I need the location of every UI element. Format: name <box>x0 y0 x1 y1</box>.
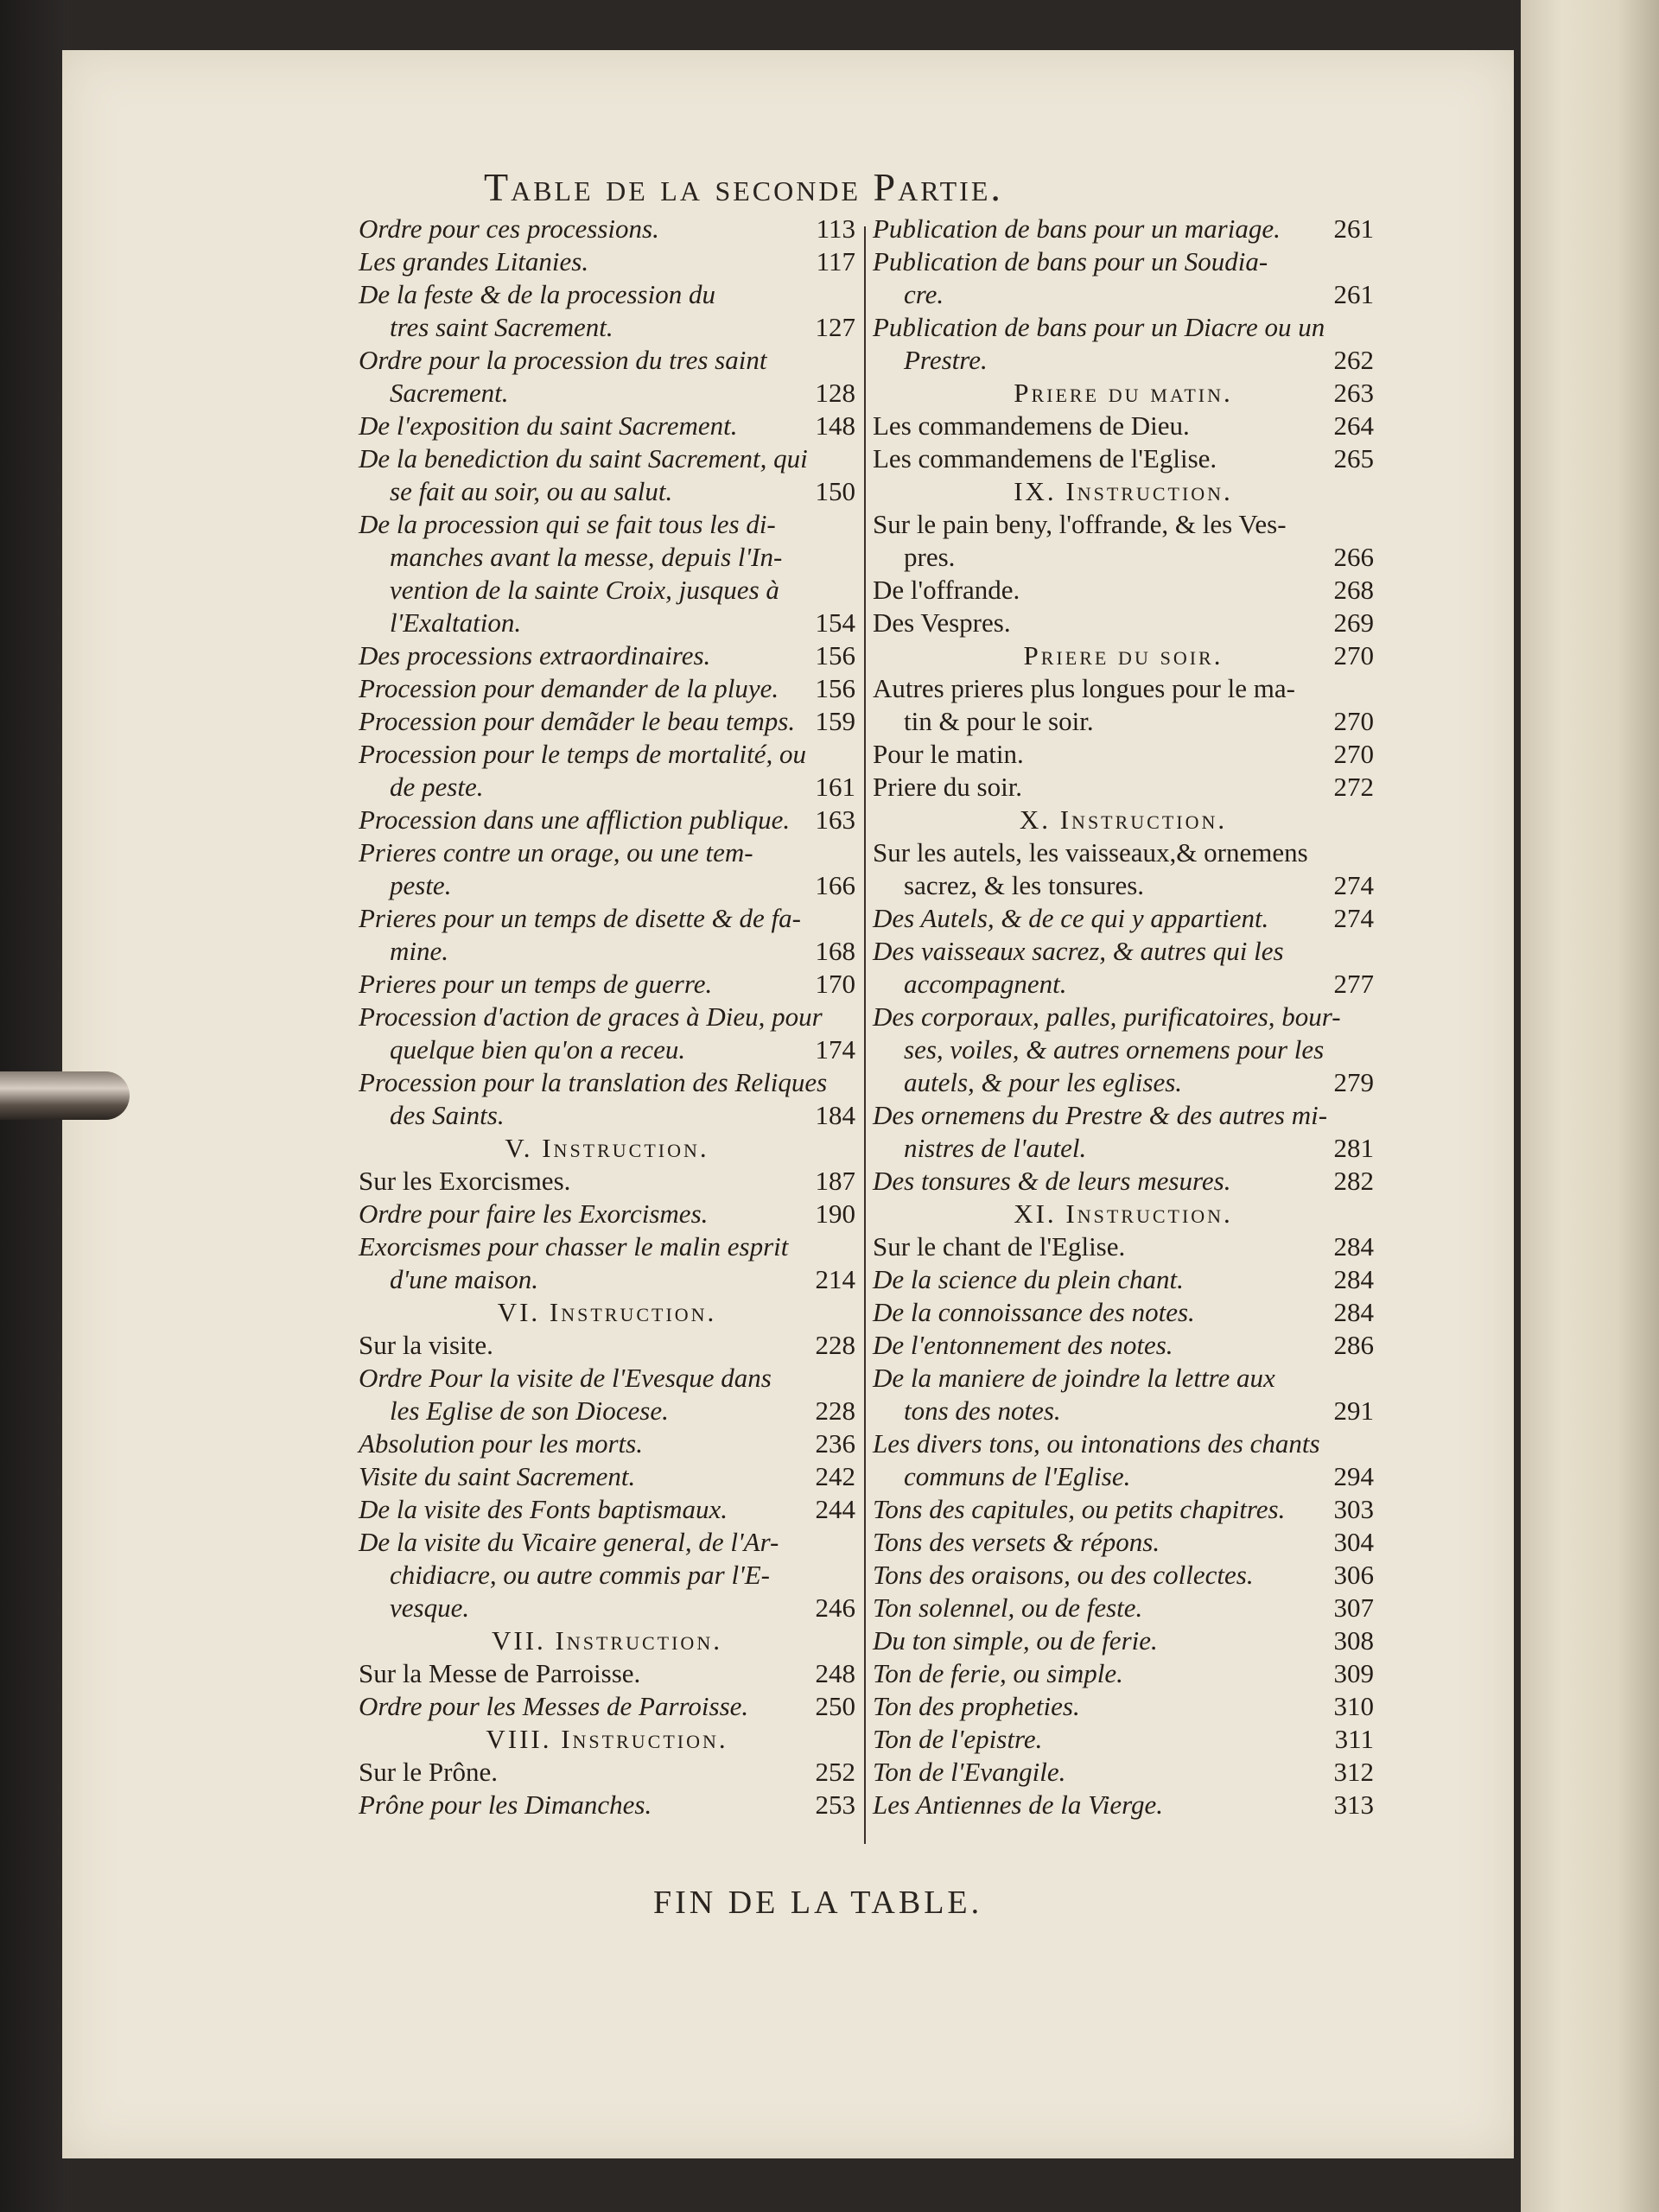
page-number: 277 <box>1333 969 1374 999</box>
toc-entry-text: Sur la Messe de Parroisse. <box>359 1658 641 1688</box>
page-number: 117 <box>816 246 855 276</box>
page-number: 156 <box>815 640 855 671</box>
toc-entry-text: De la visite des Fonts baptismaux. <box>359 1494 728 1524</box>
toc-entry-text: des Saints. <box>390 1100 505 1130</box>
toc-entry-text: communs de l'Eglise. <box>904 1461 1131 1491</box>
page-number: 128 <box>815 378 855 408</box>
toc-entry-text: Des Vespres. <box>873 607 1011 638</box>
next-page-edge <box>1521 0 1659 2212</box>
toc-entry-text: De l'entonnement des notes. <box>873 1330 1173 1360</box>
toc-entry-text: Tons des capitules, ou petits chapitres. <box>873 1494 1286 1524</box>
page-number: 304 <box>1333 1527 1374 1557</box>
page-number: 170 <box>815 969 855 999</box>
toc-entry <box>873 1624 1374 1657</box>
toc-entry-text: vesque. <box>390 1592 470 1623</box>
toc-entry <box>359 508 855 639</box>
toc-entry-text: De la visite du Vicaire general, de l'Ar- <box>359 1527 779 1557</box>
toc-entry-text: De l'exposition du saint Sacrement. <box>359 410 738 441</box>
toc-entry-text: se fait au soir, ou au salut. <box>390 476 673 506</box>
page-number: 252 <box>815 1757 855 1787</box>
toc-entry <box>873 442 1374 475</box>
page-number: 159 <box>815 706 855 736</box>
toc-entry <box>359 1165 855 1198</box>
toc-entry <box>359 245 855 278</box>
section-heading <box>359 1624 855 1657</box>
page-number: 270 <box>1333 706 1374 736</box>
page-number: 281 <box>1333 1133 1374 1163</box>
toc-entry <box>873 1165 1374 1198</box>
toc-entry-text: Autres prieres plus longues pour le ma- <box>873 673 1295 703</box>
section-heading <box>873 639 1374 672</box>
toc-entry-text: quelque bien qu'on a receu. <box>390 1034 686 1065</box>
toc-entry-text: Priere du soir. <box>873 772 1023 802</box>
toc-entry <box>359 1329 855 1362</box>
toc-entry-text: De la benediction du saint Sacrement, qui <box>359 443 808 474</box>
toc-entry <box>873 738 1374 771</box>
toc-entry <box>873 607 1374 639</box>
toc-entry-text: Sur le chant de l'Eglise. <box>873 1231 1126 1262</box>
toc-entry-text: Sur la visite. <box>359 1330 493 1360</box>
toc-entry <box>873 902 1374 935</box>
toc-entry <box>359 836 855 902</box>
page-number: 163 <box>815 804 855 835</box>
toc-entry-text: De la procession qui se fait tous les di- <box>359 509 776 539</box>
page-number: 262 <box>1333 345 1374 375</box>
toc-entry-text: Pour le matin. <box>873 739 1024 769</box>
section-heading <box>873 804 1374 836</box>
page-number: 270 <box>1333 739 1374 769</box>
toc-entry <box>873 1657 1374 1690</box>
page-number: 266 <box>1333 542 1374 572</box>
section-heading-text: Priere du soir. <box>1023 640 1224 671</box>
toc-entry <box>873 672 1374 738</box>
toc-entry-text: De l'offrande. <box>873 575 1020 605</box>
toc-entry-text: mine. <box>390 936 449 966</box>
toc-entry-text: Les commandemens de l'Eglise. <box>873 443 1217 474</box>
toc-entry <box>359 1198 855 1230</box>
toc-entry <box>873 213 1374 245</box>
toc-entry-text: Prieres contre un orage, ou une tem- <box>359 837 753 868</box>
page-number: 291 <box>1333 1395 1374 1426</box>
toc-entry <box>873 1592 1374 1624</box>
page-number: 246 <box>815 1592 855 1623</box>
page-number: 113 <box>816 213 855 244</box>
toc-entry-text: Tons des oraisons, ou des collectes. <box>873 1560 1254 1590</box>
left-column <box>359 213 855 1821</box>
toc-entry <box>359 410 855 442</box>
page-number: 284 <box>1333 1231 1374 1262</box>
toc-entry-text: Ordre pour faire les Exorcismes. <box>359 1198 709 1229</box>
page-number: 269 <box>1333 607 1374 638</box>
toc-entry <box>873 836 1374 902</box>
toc-entry <box>873 1756 1374 1789</box>
toc-entry-text: Absolution pour les morts. <box>359 1428 643 1459</box>
toc-entry-text: Procession pour demander de la pluye. <box>359 673 779 703</box>
page-number: 306 <box>1333 1560 1374 1590</box>
section-heading <box>873 1198 1374 1230</box>
toc-entry-text: Ton de ferie, ou simple. <box>873 1658 1123 1688</box>
toc-entry <box>359 1690 855 1723</box>
page-number: 250 <box>815 1691 855 1721</box>
toc-entry <box>359 1493 855 1526</box>
page-number: 174 <box>815 1034 855 1065</box>
toc-entry-text: Sur le Prône. <box>359 1757 499 1787</box>
page-number: 261 <box>1333 213 1374 244</box>
toc-entry <box>873 574 1374 607</box>
page-number: 303 <box>1333 1494 1374 1524</box>
toc-entry <box>873 1723 1374 1756</box>
page-number: 274 <box>1333 870 1374 900</box>
toc-entry-text: Publication de bans pour un mariage. <box>873 213 1281 244</box>
toc-entry-text: Ton solennel, ou de feste. <box>873 1592 1143 1623</box>
toc-entry-text: Ordre pour les Messes de Parroisse. <box>359 1691 749 1721</box>
toc-entry-text: chidiacre, ou autre commis par l'E- <box>390 1560 770 1590</box>
page-number: 272 <box>1333 772 1374 802</box>
toc-entry <box>359 1362 855 1427</box>
page-number: 166 <box>815 870 855 900</box>
toc-entry <box>359 1756 855 1789</box>
section-heading <box>359 1723 855 1756</box>
toc-entry <box>359 1230 855 1296</box>
toc-entry <box>359 672 855 705</box>
page-number: 310 <box>1333 1691 1374 1721</box>
page-number: 127 <box>815 312 855 342</box>
toc-entry-text: d'une maison. <box>390 1264 538 1294</box>
toc-entry <box>873 1427 1374 1493</box>
page-number: 214 <box>815 1264 855 1294</box>
toc-entry <box>873 245 1374 311</box>
page-title: Table de la seconde Partie. <box>484 165 1003 209</box>
page-number: 263 <box>1333 378 1374 408</box>
toc-entry-text: Ton de l'Evangile. <box>873 1757 1066 1787</box>
page-number: 244 <box>815 1494 855 1524</box>
toc-entry <box>359 1460 855 1493</box>
toc-entry <box>359 639 855 672</box>
toc-entry <box>359 705 855 738</box>
page-number: 261 <box>1333 279 1374 309</box>
page-number: 187 <box>815 1166 855 1196</box>
toc-entry <box>873 1526 1374 1559</box>
section-heading-text: V. Instruction. <box>505 1133 709 1163</box>
page-number: 312 <box>1333 1757 1374 1787</box>
toc-entry-text: Publication de bans pour un Diacre ou un <box>873 312 1325 342</box>
toc-entry-text: Prestre. <box>904 345 988 375</box>
toc-entry-text: Prieres pour un temps de guerre. <box>359 969 713 999</box>
toc-entry <box>873 771 1374 804</box>
section-heading-text: Priere du matin. <box>1014 378 1233 408</box>
page-number: 282 <box>1333 1166 1374 1196</box>
toc-entry-text: Ordre pour ces processions. <box>359 213 659 244</box>
toc-entry-text: Ton de l'epistre. <box>873 1724 1043 1754</box>
toc-entry-text: De la science du plein chant. <box>873 1264 1184 1294</box>
page-number: 313 <box>1333 1789 1374 1820</box>
page-number: 274 <box>1333 903 1374 933</box>
page-number: 308 <box>1333 1625 1374 1656</box>
toc-entry-text: tons des notes. <box>904 1395 1061 1426</box>
toc-entry-text: Sur les autels, les vaisseaux,& ornemens <box>873 837 1308 868</box>
toc-entry <box>873 1296 1374 1329</box>
page-number: 236 <box>815 1428 855 1459</box>
page-number: 265 <box>1333 443 1374 474</box>
page-number: 284 <box>1333 1264 1374 1294</box>
toc-entry-text: l'Exaltation. <box>390 607 522 638</box>
page-number: 309 <box>1333 1658 1374 1688</box>
page-number: 264 <box>1333 410 1374 441</box>
toc-entry <box>359 1657 855 1690</box>
toc-entry <box>873 1099 1374 1165</box>
toc-entry <box>873 410 1374 442</box>
toc-entry <box>359 968 855 1001</box>
page-number: 150 <box>815 476 855 506</box>
toc-entry-text: Procession d'action de graces à Dieu, pour <box>359 1001 823 1032</box>
toc-entry-text: de peste. <box>390 772 484 802</box>
toc-entry-text: Sur le pain beny, l'offrande, & les Ves- <box>873 509 1287 539</box>
page-number: 286 <box>1333 1330 1374 1360</box>
toc-entry-text: vention de la sainte Croix, jusques à <box>390 575 779 605</box>
toc-entry <box>873 1789 1374 1821</box>
toc-entry-text: Les Antiennes de la Vierge. <box>873 1789 1164 1820</box>
toc-entry-text: Ton des propheties. <box>873 1691 1080 1721</box>
page-number: 184 <box>815 1100 855 1130</box>
toc-entry-text: Procession pour demãder le beau temps. <box>359 706 796 736</box>
toc-entry <box>359 442 855 508</box>
page-number: 168 <box>815 936 855 966</box>
toc-entry-text: Des ornemens du Prestre & des autres mi- <box>873 1100 1328 1130</box>
toc-entry-text: Exorcismes pour chasser le malin esprit <box>359 1231 789 1262</box>
page-number: 307 <box>1333 1592 1374 1623</box>
page-number: 242 <box>815 1461 855 1491</box>
toc-entry <box>873 311 1374 377</box>
toc-entry-text: Procession pour le temps de mortalité, ou <box>359 739 807 769</box>
toc-entry-text: manches avant la messe, depuis l'In- <box>390 542 783 572</box>
toc-entry-text: sacrez, & les tonsures. <box>904 870 1145 900</box>
toc-entry <box>359 278 855 344</box>
section-heading <box>873 475 1374 508</box>
toc-entry-text: De la maniere de joindre la lettre aux <box>873 1363 1275 1393</box>
toc-entry <box>873 1329 1374 1362</box>
toc-entry-text: Publication de bans pour un Soudia- <box>873 246 1268 276</box>
toc-entry-text: Ordre Pour la visite de l'Evesque dans <box>359 1363 772 1393</box>
page-number: 268 <box>1333 575 1374 605</box>
section-heading-text: VI. Instruction. <box>497 1297 717 1327</box>
section-heading-text: VII. Instruction. <box>492 1625 722 1656</box>
section-heading <box>359 1132 855 1165</box>
toc-entry-text: De la connoissance des notes. <box>873 1297 1195 1327</box>
toc-entry-text: Prône pour les Dimanches. <box>359 1789 652 1820</box>
toc-entry <box>873 1230 1374 1263</box>
toc-entry <box>359 1001 855 1066</box>
page-number: 248 <box>815 1658 855 1688</box>
page-clip <box>0 1071 130 1120</box>
column-divider <box>864 226 866 1844</box>
toc-entry-text: Prieres pour un temps de disette & de fa- <box>359 903 801 933</box>
toc-entry-text: Des processions extraordinaires. <box>359 640 711 671</box>
toc-entry-text: cre. <box>904 279 944 309</box>
toc-entry <box>873 1690 1374 1723</box>
toc-entry-text: Les commandemens de Dieu. <box>873 410 1190 441</box>
toc-entry <box>359 804 855 836</box>
toc-entry-text: tres saint Sacrement. <box>390 312 613 342</box>
toc-entry <box>359 213 855 245</box>
toc-entry <box>873 1493 1374 1526</box>
toc-entry-text: pres. <box>904 542 956 572</box>
toc-entry-text: peste. <box>390 870 452 900</box>
toc-entry-text: Du ton simple, ou de ferie. <box>873 1625 1158 1656</box>
toc-entry <box>873 935 1374 1001</box>
page-number: 311 <box>1334 1724 1374 1754</box>
toc-entry <box>359 902 855 968</box>
toc-entry-text: Des tonsures & de leurs mesures. <box>873 1166 1231 1196</box>
page-number: 190 <box>815 1198 855 1229</box>
toc-entry-text: Des corporaux, palles, purificatoires, bour- <box>873 1001 1341 1032</box>
section-heading-text: IX. Instruction. <box>1014 476 1233 506</box>
toc-entry-text: autels, & pour les eglises. <box>904 1067 1183 1097</box>
toc-entry-text: Visite du saint Sacrement. <box>359 1461 636 1491</box>
toc-entry-text: accompagnent. <box>904 969 1067 999</box>
toc-entry <box>873 1263 1374 1296</box>
toc-entry-text: nistres de l'autel. <box>904 1133 1087 1163</box>
page-number: 270 <box>1333 640 1374 671</box>
toc-entry <box>873 1001 1374 1099</box>
toc-entry <box>359 344 855 410</box>
toc-entry <box>359 738 855 804</box>
toc-entry-text: Sacrement. <box>390 378 509 408</box>
page-number: 228 <box>815 1330 855 1360</box>
toc-entry-text: Les divers tons, ou intonations des chants <box>873 1428 1320 1459</box>
toc-entry-text: Des Autels, & de ce qui y appartient. <box>873 903 1269 933</box>
page-number: 154 <box>815 607 855 638</box>
toc-entry-text: Sur les Exorcismes. <box>359 1166 571 1196</box>
page-number: 284 <box>1333 1297 1374 1327</box>
right-column <box>873 213 1374 1821</box>
toc-entry <box>873 508 1374 574</box>
toc-entry-text: Des vaisseaux sacrez, & autres qui les <box>873 936 1284 966</box>
section-heading-text: XI. Instruction. <box>1014 1198 1233 1229</box>
page-number: 279 <box>1333 1067 1374 1097</box>
section-heading-text: VIII. Instruction. <box>486 1724 728 1754</box>
toc-entry <box>359 1789 855 1821</box>
page-number: 228 <box>815 1395 855 1426</box>
toc-entry-text: Procession dans une affliction publique. <box>359 804 791 835</box>
section-heading <box>359 1296 855 1329</box>
page-number: 253 <box>815 1789 855 1820</box>
toc-entry-text: Ordre pour la procession du tres saint <box>359 345 767 375</box>
toc-entry <box>359 1526 855 1624</box>
toc-entry-text: les Eglise de son Diocese. <box>390 1395 669 1426</box>
page-number: 161 <box>815 772 855 802</box>
table-end-footer: FIN DE LA TABLE. <box>653 1885 983 1921</box>
toc-entry <box>359 1427 855 1460</box>
page-number: 148 <box>815 410 855 441</box>
section-heading-text: X. Instruction. <box>1019 804 1228 835</box>
section-heading <box>873 377 1374 410</box>
toc-entry-text: Procession pour la translation des Reliques <box>359 1067 828 1097</box>
toc-entry-text: Tons des versets & répons. <box>873 1527 1160 1557</box>
toc-entry <box>359 1066 855 1132</box>
page-number: 294 <box>1333 1461 1374 1491</box>
toc-entry-text: tin & pour le soir. <box>904 706 1094 736</box>
toc-entry <box>873 1362 1374 1427</box>
toc-entry-text: ses, voiles, & autres ornemens pour les <box>904 1034 1325 1065</box>
page-number: 156 <box>815 673 855 703</box>
toc-entry <box>873 1559 1374 1592</box>
toc-entry-text: Les grandes Litanies. <box>359 246 589 276</box>
toc-entry-text: De la feste & de la procession du <box>359 279 715 309</box>
